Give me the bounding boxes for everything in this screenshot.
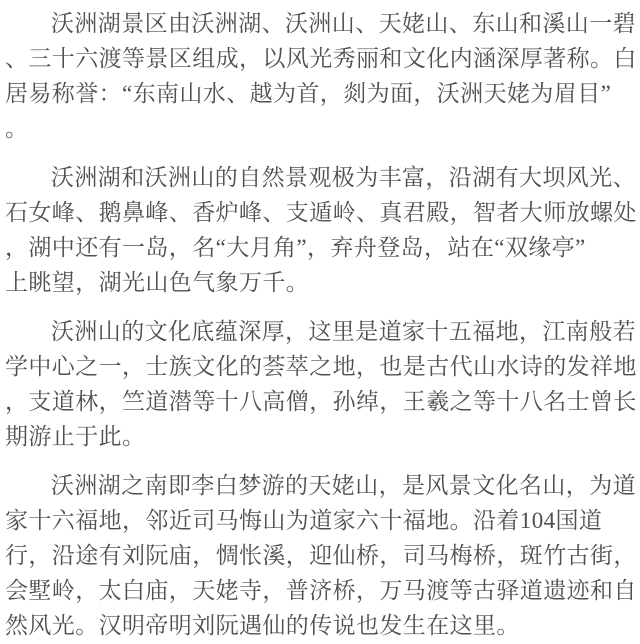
paragraph-2 — [5, 160, 636, 300]
text-line: 然风光。汉明帝明刘阮遇仙的传说也发生在这里。 — [5, 613, 520, 638]
text-line: ，湖中还有一岛，名“大月角”，弃舟登岛，站在“双缘亭” — [5, 235, 586, 260]
text-line: 学中心之一，士族文化的荟萃之地，也是古代山水诗的发祥地 — [5, 354, 637, 379]
text-line: 沃洲湖和沃洲山的自然景观极为丰富，沿湖有大坝风光、 — [51, 165, 636, 190]
text-line: 沃洲湖景区由沃洲湖、沃洲山、天姥山、东山和溪山一碧 — [51, 11, 636, 36]
text-line: 沃洲山的文化底蕴深厚，这里是道家十五福地，江南般若 — [51, 319, 636, 344]
paragraph-4 — [5, 468, 636, 643]
text-line: 家十六福地，邻近司马悔山为道家六十福地。沿着104国道 — [5, 508, 603, 533]
text-line: 期游止于此。 — [5, 424, 146, 449]
text-line: 会墅岭，太白庙，天姥寺，普济桥，万马渡等古驿道遗迹和自 — [5, 578, 637, 603]
text-line: 、三十六渡等景区组成，以风光秀丽和文化内涵深厚著称。白 — [5, 46, 637, 71]
text-line: 。 — [5, 116, 29, 141]
text-line: 居易称誉：“东南山水、越为首，剡为面，沃洲天姥为眉目” — [5, 81, 612, 106]
text-line: ，支道林，竺道潜等十八高僧，孙绰，王羲之等十八名士曾长 — [5, 389, 637, 414]
text-line: 行，沿途有刘阮庙，惆怅溪，迎仙桥，司马梅桥，斑竹古街， — [5, 543, 637, 568]
paragraph-3 — [5, 314, 636, 454]
text-line: 沃洲湖之南即李白梦游的天姥山，是风景文化名山，为道 — [51, 473, 636, 498]
text-line: 石女峰、鹅鼻峰、香炉峰、支遁岭、真君殿，智者大师放螺处 — [5, 200, 637, 225]
paragraph-1 — [5, 6, 636, 146]
text-line: 上眺望，湖光山色气象万千。 — [5, 270, 310, 295]
